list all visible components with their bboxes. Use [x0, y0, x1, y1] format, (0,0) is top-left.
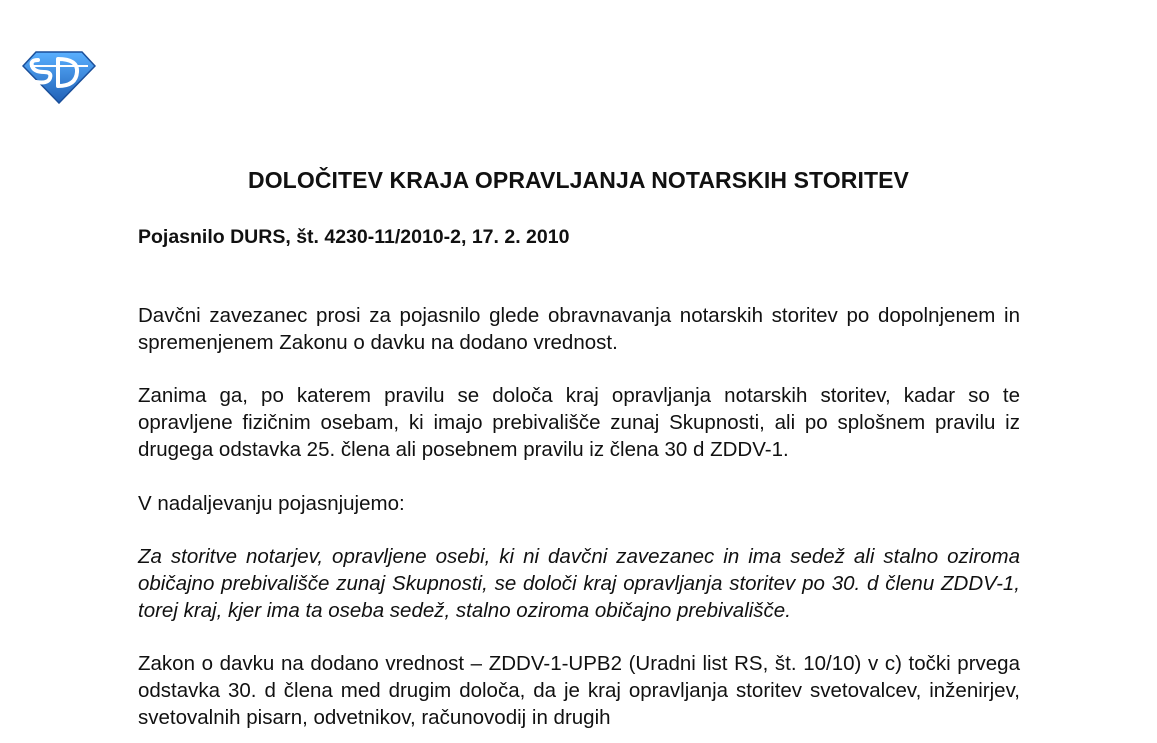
paragraph-request: Davčni zavezanec prosi za pojasnilo glede obravnavanja notarskih storitev po dopolnjenem in spremenjenem Zakonu o davku na dodano vrednost. — [138, 304, 1020, 354]
paragraph-law-reference: Zakon o davku na dodano vrednost – ZDDV-1-UPB2 (Uradni list RS, št. 10/10) v c) točki prvega odstavka 30. d člena med drugim določa, da je kraj opravljanja storitev svetovalcev, inženirjev, svetovalnih pisarn, odvetnikov, računovodij in drugih — [138, 652, 1020, 729]
document-body — [138, 303, 1020, 743]
paragraph-answer: Za storitve notarjev, opravljene osebi, ki ni davčni zavezanec in ima sedež ali stalno oziroma običajno prebivališče zunaj Skupnosti, se določi kraj opravljanja storitev po 30. d členu ZDDV-1, torej kraj, kjer ima ta oseba sedež, stalno oziroma običajno prebivališče. — [138, 545, 1020, 622]
document-subtitle: Pojasnilo DURS, št. 4230-11/2010-2, 17. 2. 2010 — [138, 226, 570, 248]
sd-logo-icon — [22, 50, 96, 104]
paragraph-intro-answer: V nadaljevanju pojasnjujemo: — [138, 491, 405, 515]
document-title: DOLOČITEV KRAJA OPRAVLJANJA NOTARSKIH STORITEV — [247, 167, 909, 193]
paragraph-question: Zanima ga, po katerem pravilu se določa kraj opravljanja notarskih storitev, kadar so te opravljene fizičnim osebam, ki imajo prebivališče zunaj Skupnosti, ali po splošnem pravilu iz drugega odstavka 25. člena ali posebnem pravilu iz člena 30 d ZDDV-1. — [138, 384, 1020, 461]
